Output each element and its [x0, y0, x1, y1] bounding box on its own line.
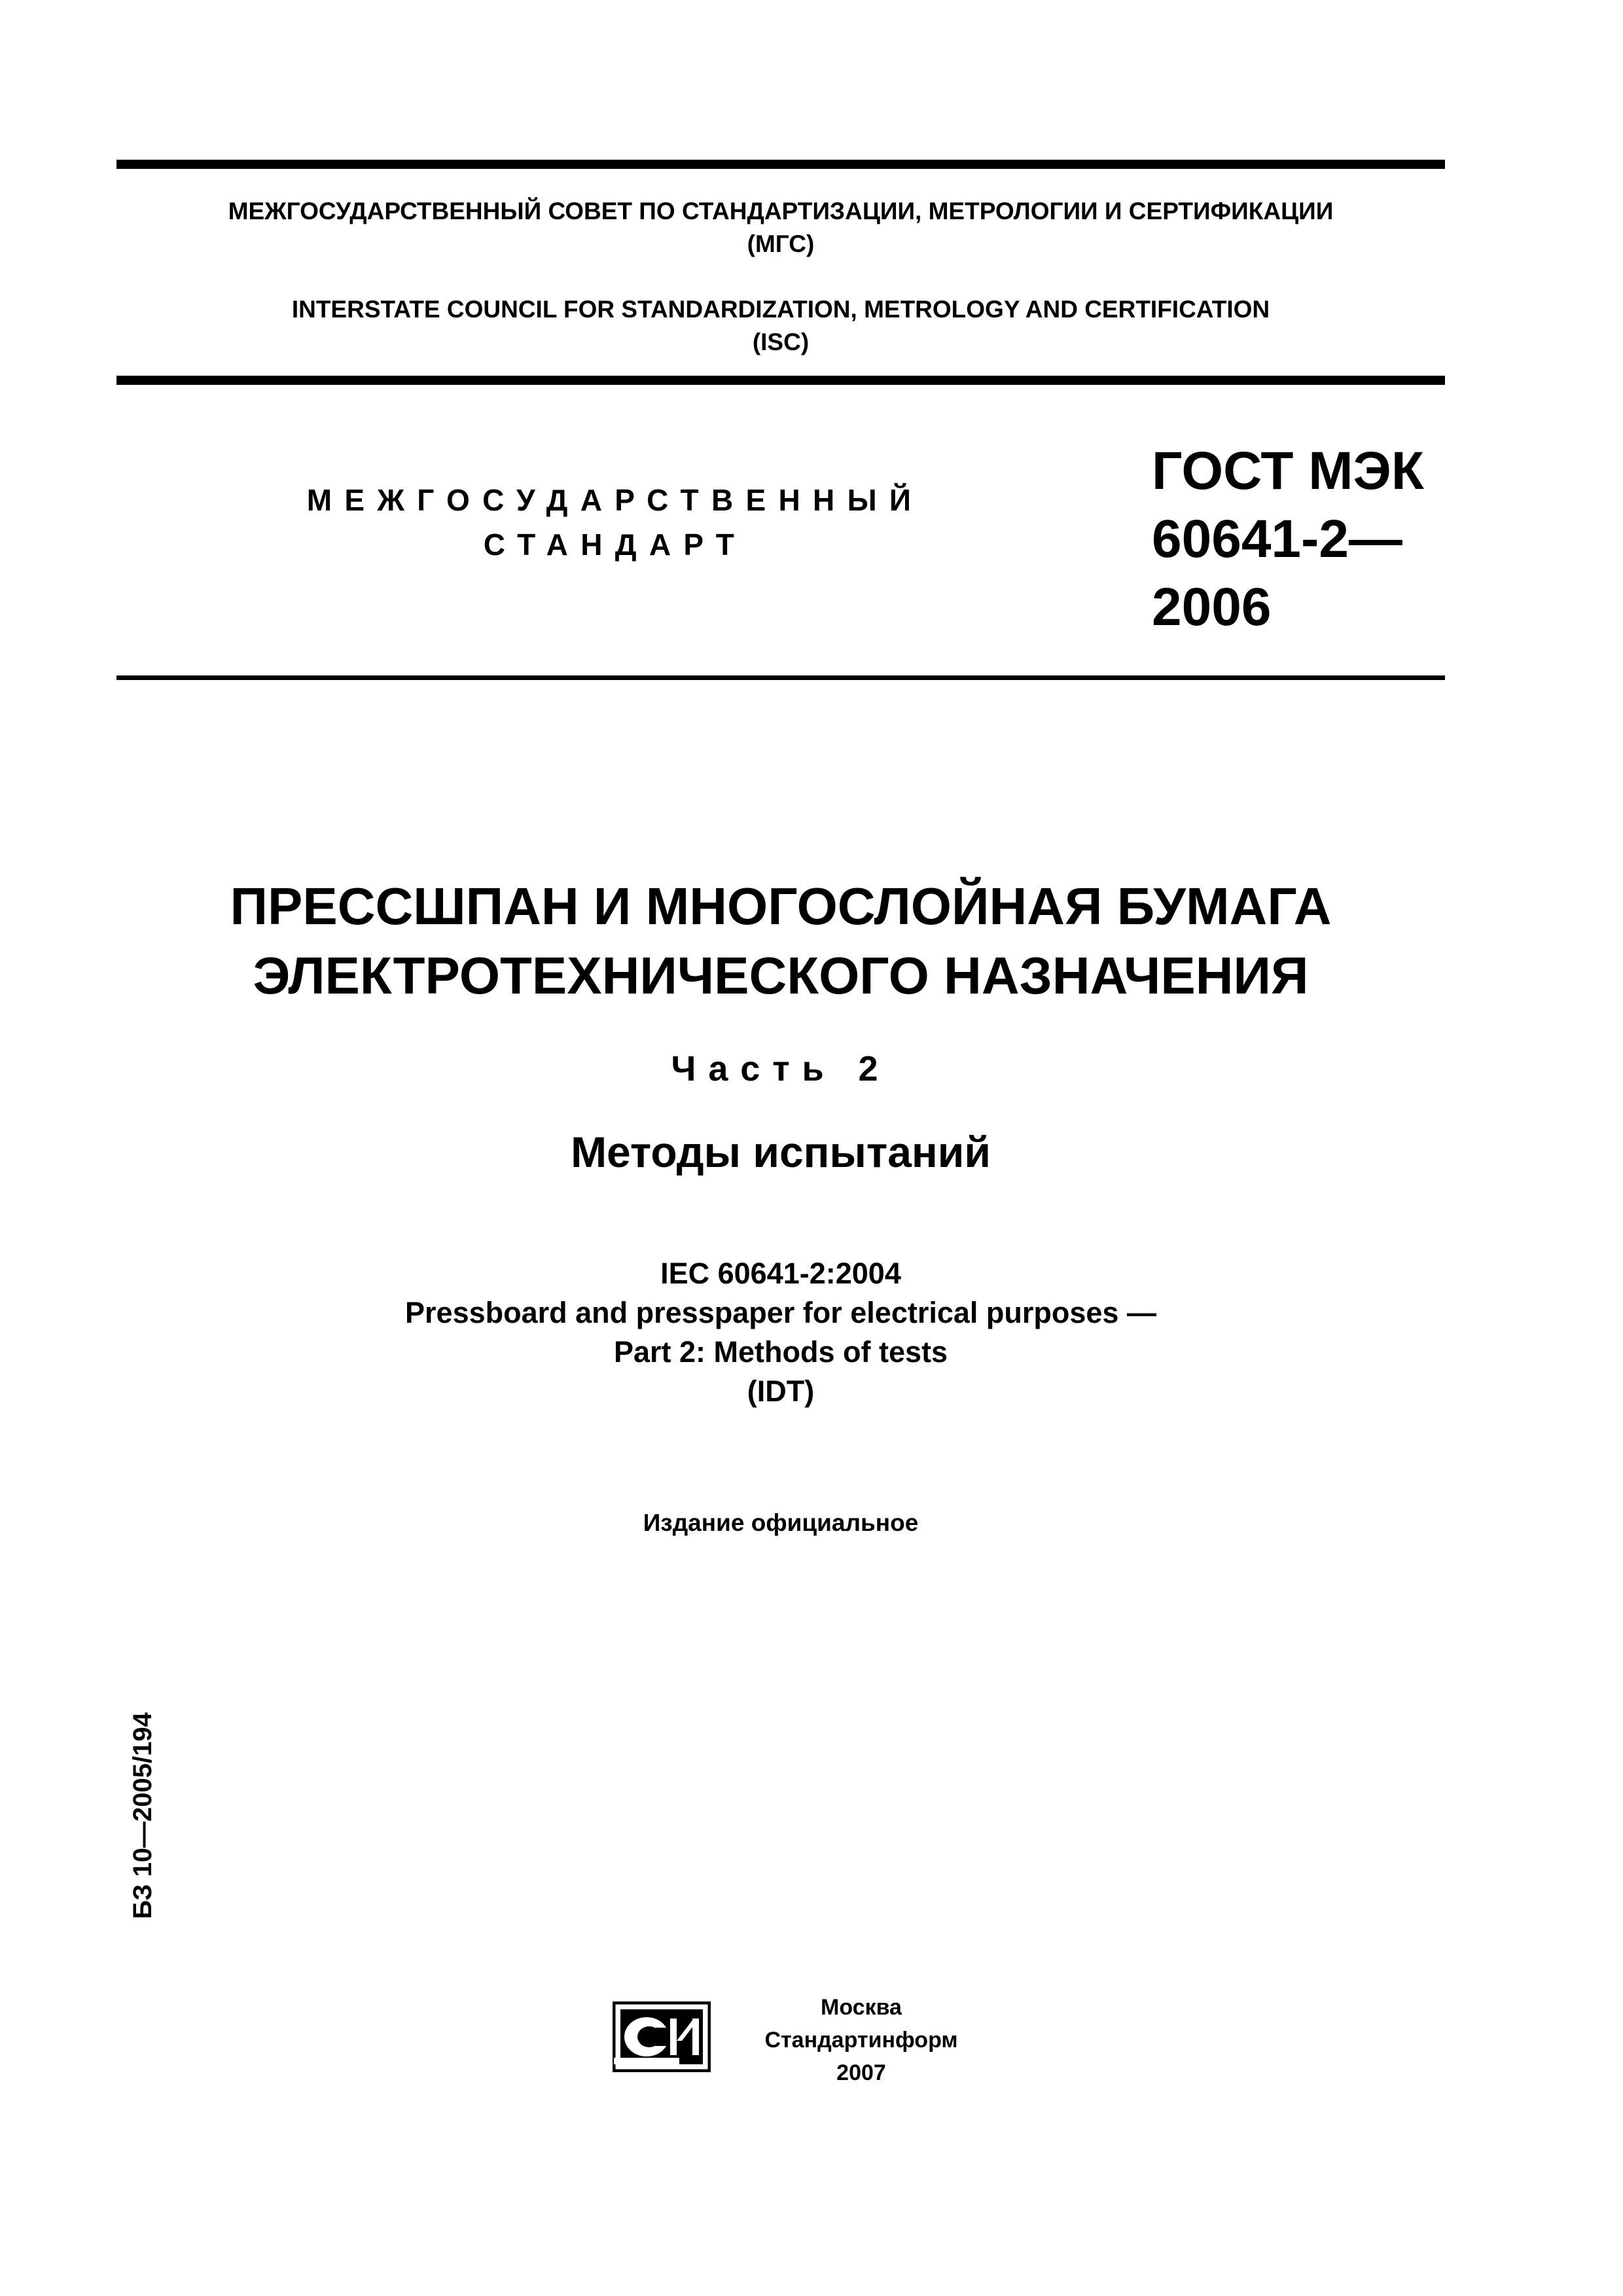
title-top-rule	[116, 675, 1445, 680]
publisher-info	[730, 1991, 992, 2089]
part-number: Часть 2	[671, 1049, 891, 1088]
top-rule	[116, 160, 1445, 169]
standard-id	[1152, 437, 1424, 641]
iec-reference-title: Pressboard and presspaper for electrical purposes —	[405, 1296, 1156, 1329]
standard-id-line1: ГОСТ МЭК	[1152, 441, 1424, 501]
council-name-en: INTERSTATE COUNCIL FOR STANDARDIZATION, METROLOGY AND CERTIFICATION	[291, 296, 1270, 323]
standard-id-line3: 2006	[1152, 577, 1272, 637]
iec-reference-number: IEC 60641-2:2004	[660, 1257, 901, 1290]
iec-reference	[116, 1254, 1445, 1411]
side-code: БЗ 10—2005/194	[128, 1712, 157, 1919]
part-name: Методы испытаний	[571, 1128, 991, 1176]
document-title-line2: ЭЛЕКТРОТЕХНИЧЕСКОГО НАЗНАЧЕНИЯ	[253, 946, 1309, 1005]
standard-kind-line1: МЕЖГОСУДАРСТВЕННЫЙ	[306, 483, 924, 517]
iec-reference-part: Part 2: Methods of tests	[613, 1335, 948, 1369]
edition-label: Издание официальное	[643, 1509, 919, 1536]
council-name-ru: МЕЖГОСУДАРСТВЕННЫЙ СОВЕТ ПО СТАНДАРТИЗАЦИИ, МЕТРОЛОГИИ И СЕРТИФИКАЦИИ	[228, 198, 1334, 224]
council-abbr-ru: (МГС)	[747, 230, 815, 257]
standard-id-line2: 60641-2—	[1152, 509, 1402, 569]
standard-kind-line2: СТАНДАРТ	[483, 528, 747, 562]
iec-reference-equivalence: (IDT)	[747, 1374, 815, 1408]
document-title-line1: ПРЕССШПАН И МНОГОСЛОЙНАЯ БУМАГА	[230, 877, 1332, 935]
standartinform-logo-icon	[613, 2001, 711, 2072]
publisher-name: Стандартинформ	[764, 2028, 958, 2053]
publisher-city: Москва	[821, 1995, 902, 2020]
document-title	[116, 872, 1445, 1011]
header-bottom-rule	[116, 376, 1445, 385]
publisher-year: 2007	[836, 2060, 886, 2085]
council-abbr-en: (ISC)	[752, 329, 810, 355]
